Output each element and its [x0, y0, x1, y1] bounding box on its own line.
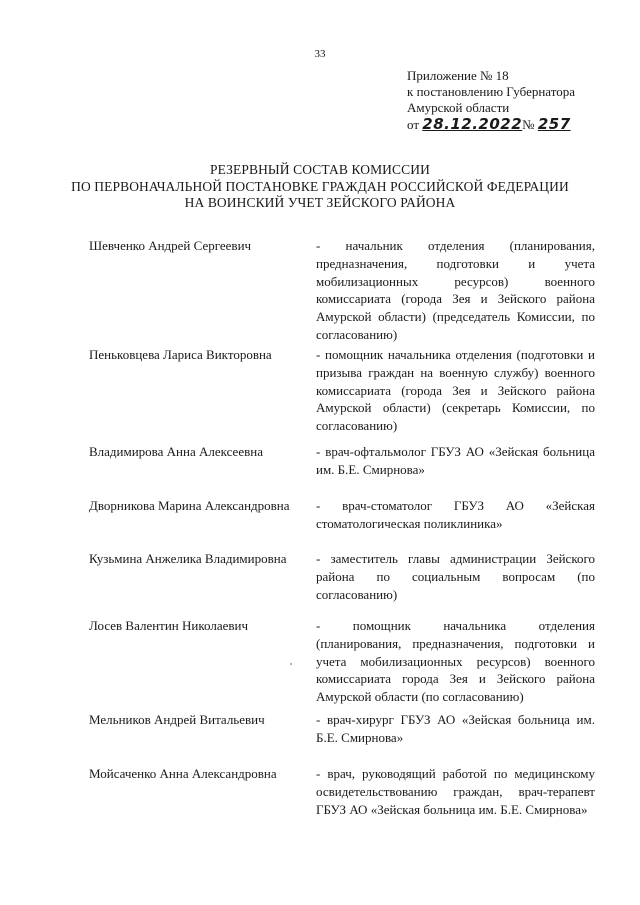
member-name: Мойсаченко Анна Александровна	[89, 766, 277, 781]
appendix-date-line	[407, 116, 575, 133]
handwritten-number: 257	[537, 115, 571, 133]
page-number: 33	[314, 48, 326, 60]
date-prefix: от	[407, 117, 420, 132]
title-line: НА ВОИНСКИЙ УЧЕТ ЗЕЙСКОГО РАЙОНА	[184, 195, 456, 210]
member-name: Шевченко Андрей Сергеевич	[89, 238, 252, 253]
member-role: - врач-хирург ГБУЗ АО «Зейская больница им. Б.Е. Смирнова»	[316, 712, 595, 745]
number-prefix: №	[522, 117, 535, 132]
title-line: РЕЗЕРВНЫЙ СОСТАВ КОМИССИИ	[210, 162, 430, 177]
title-line: ПО ПЕРВОНАЧАЛЬНОЙ ПОСТАНОВКЕ ГРАЖДАН РОССИЙСКОЙ ФЕДЕРАЦИИ	[71, 178, 569, 194]
appendix-line: Приложение № 18	[407, 68, 509, 83]
member-role: - врач-стоматолог ГБУЗ АО «Зейская стоматологическая поликлиника»	[316, 498, 595, 531]
member-name: Мельников Андрей Витальевич	[89, 712, 265, 727]
member-name: Кузьмина Анжелика Владимировна	[89, 551, 287, 566]
member-name: Дворникова Марина Александровна	[89, 498, 290, 513]
member-name: Владимирова Анна Алексеевна	[89, 444, 263, 459]
member-role: - начальник отделения (планирования, предназначения, подготовки и учета мобилизационных ресурсов) военного комиссариата (города Зея и Зейского района Амурской области) (председатель Комиссии, по согласованию)	[316, 238, 595, 342]
member-role: - врач, руководящий работой по медицинскому освидетельствованию граждан, врач-терапевт ГБУЗ АО «Зейская больница им. Б.Е. Смирнова»	[316, 766, 595, 817]
appendix-line: к постановлению Губернатора	[407, 84, 576, 99]
appendix-line: Амурской области	[407, 100, 510, 115]
member-role: - заместитель главы администрации Зейского района по социальным вопросам (по согласованию)	[316, 551, 595, 602]
scan-speck	[290, 663, 292, 665]
member-role: - помощник начальника отделения (планирования, предназначения, подготовки и учета мобилизационных ресурсов) военного комиссариата города Зея и Зейского района Амурской области (по согласованию)	[316, 618, 595, 705]
member-name: Лосев Валентин Николаевич	[89, 618, 249, 633]
member-role: - врач-офтальмолог ГБУЗ АО «Зейская больница им. Б.Е. Смирнова»	[316, 444, 595, 477]
handwritten-date: 28.12.2022	[422, 115, 523, 133]
appendix-block	[407, 68, 575, 133]
member-role: - помощник начальника отделения (подготовки и призыва граждан на военную службу) военного комиссариата (города Зея и Зейского района Амурской области) (секретарь Комиссии, по согласованию)	[316, 347, 595, 434]
member-name: Пеньковцева Лариса Викторовна	[89, 347, 272, 362]
document-title	[0, 162, 640, 212]
